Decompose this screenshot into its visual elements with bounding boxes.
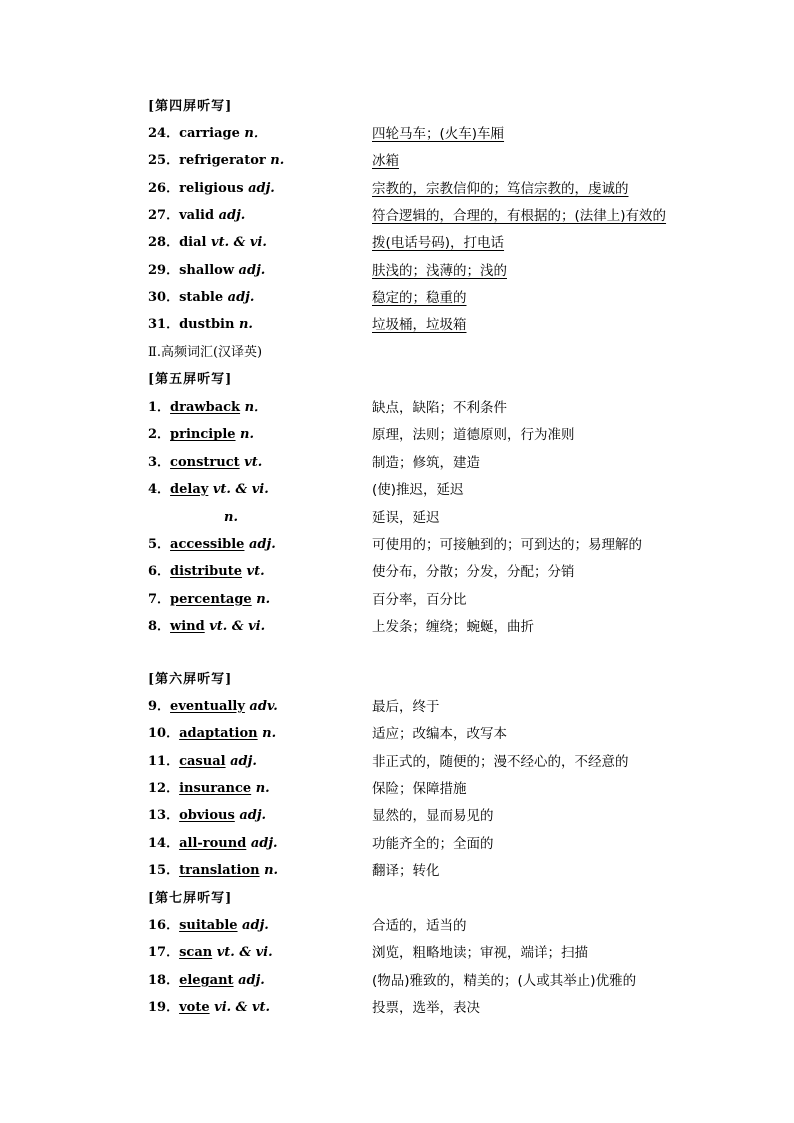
english-term: [148, 206, 245, 226]
part-of-speech: vt. & vi.: [212, 945, 273, 961]
english-term: [148, 834, 278, 854]
english-word: dial: [179, 235, 207, 251]
english-term: [148, 288, 254, 308]
entry-number: 9．: [148, 699, 171, 714]
chinese-meaning: (物品)雅致的，精美的；(人或其举止)优雅的: [372, 972, 637, 989]
english-word: carriage: [179, 126, 240, 141]
entry-number: 19．: [148, 999, 180, 1015]
entry-number: 12．: [148, 780, 180, 796]
entry-number: 11．: [148, 753, 180, 769]
chinese-meaning: 缺点，缺陷；不利条件: [372, 400, 507, 416]
chinese-meaning: 原理，法则；道德原则，行为准则: [372, 427, 575, 444]
part-of-speech: n.: [257, 726, 277, 742]
english-word: elegant: [179, 972, 234, 988]
english-word: translation: [179, 862, 260, 878]
section-title: [第四屏听写]: [148, 99, 233, 114]
english-term: [148, 590, 270, 610]
english-term: [148, 151, 284, 171]
section-title: [第七屏听写]: [148, 891, 233, 906]
vocab-entry: [0, 398, 794, 425]
part-of-speech: vt. & vi.: [208, 481, 269, 497]
english-term: [148, 617, 265, 637]
vocab-entry: [0, 261, 794, 288]
vocab-entry: [0, 617, 794, 644]
entry-number: 8．: [148, 618, 171, 634]
part-of-speech: vt.: [239, 454, 263, 470]
entry-number: 3．: [148, 454, 171, 470]
english-word: insurance: [179, 780, 252, 796]
english-term: [148, 916, 269, 936]
entry-number: 29．: [148, 262, 180, 278]
part-of-speech: n．: [240, 400, 268, 415]
chinese-meaning: 垃圾桶，垃圾箱: [372, 317, 467, 334]
chinese-meaning: 适应；改编本，改写本: [372, 726, 507, 743]
english-word: construct: [170, 454, 240, 470]
entry-number: 31．: [148, 317, 180, 333]
english-term: [148, 779, 270, 799]
part-heading: [0, 343, 794, 370]
part-of-speech: adj.: [244, 537, 276, 552]
chinese-meaning: 百分率，百分比: [372, 591, 467, 608]
entry-number: 28．: [148, 235, 180, 251]
vocab-entry: [0, 697, 794, 724]
entry-number: 2．: [148, 427, 171, 443]
english-word: casual: [179, 753, 226, 769]
english-word: all-round: [179, 835, 247, 851]
part-of-speech: adj.: [223, 289, 255, 305]
english-word: religious: [179, 180, 244, 196]
english-word: distribute: [170, 564, 243, 580]
chinese-meaning: 上发条；缠绕；蜿蜒，曲折: [372, 618, 534, 635]
chinese-meaning: 拨(电话号码)，打电话: [372, 235, 505, 252]
section-heading: [0, 889, 794, 916]
english-word: wind: [170, 618, 205, 634]
english-term: [148, 233, 267, 253]
entry-number: 4．: [148, 481, 171, 497]
english-word: stable: [179, 289, 224, 305]
chinese-meaning: 肤浅的；浅薄的；浅的: [372, 262, 507, 279]
english-term: [148, 315, 253, 335]
english-term: [148, 752, 257, 772]
vocab-entry: [0, 971, 794, 998]
part-title: Ⅱ.高频词汇(汉译英): [148, 345, 263, 360]
vocab-entry: [0, 453, 794, 480]
part-of-speech: n.: [251, 591, 271, 607]
chinese-meaning: 合适的，适当的: [372, 918, 467, 934]
chinese-meaning: 符合逻辑的，合理的，有根据的；(法律上)有效的: [372, 207, 667, 224]
english-word: obvious: [179, 808, 235, 824]
english-word: vote: [179, 999, 210, 1015]
english-word: refrigerator: [179, 153, 266, 169]
vocab-entry: [0, 233, 794, 260]
vocab-sub-entry: [0, 508, 794, 535]
part-of-speech: adj.: [243, 180, 275, 196]
entry-number: 30．: [148, 289, 180, 305]
english-word: shallow: [179, 262, 235, 278]
chinese-meaning: 可使用的；可接触到的；可到达的；易理解的: [372, 537, 642, 553]
entry-number: 13．: [148, 808, 180, 824]
part-of-speech: adj.: [246, 835, 278, 851]
chinese-meaning: 功能齐全的；全面的: [372, 835, 494, 852]
english-term: [148, 998, 270, 1018]
vocab-entry: [0, 998, 794, 1025]
vocab-entry: [0, 425, 794, 452]
vocab-entry: [0, 288, 794, 315]
english-term: [148, 724, 276, 744]
chinese-meaning: 四轮马车；(火车)车厢: [372, 126, 505, 142]
chinese-meaning: 延误，延迟: [372, 510, 440, 526]
part-of-speech: n.: [234, 317, 253, 333]
english-word: dustbin: [179, 317, 235, 333]
entry-number: 16．: [148, 918, 180, 933]
chinese-meaning: 非正式的，随便的；漫不经心的，不经意的: [372, 753, 629, 770]
entry-number: 5．: [148, 537, 171, 552]
section-title: [第六屏听写]: [148, 672, 233, 687]
part-of-speech: vt. & vi.: [206, 235, 267, 251]
part-of-speech: adj.: [225, 753, 257, 769]
section-heading: [0, 370, 794, 397]
entry-number: 17．: [148, 945, 180, 961]
part-of-speech: adj.: [237, 918, 269, 933]
part-of-speech: adj.: [234, 808, 267, 824]
english-term: [148, 398, 267, 418]
part-of-speech: vi. & vt.: [209, 999, 271, 1015]
entry-number: 10．: [148, 726, 180, 742]
vocab-entry: [0, 916, 794, 943]
english-term: [148, 943, 273, 963]
vocab-entry: [0, 779, 794, 806]
vocab-entry: [0, 752, 794, 779]
entry-number: 7．: [148, 591, 171, 607]
entry-number: 1．: [148, 400, 171, 415]
vocab-entry: [0, 480, 794, 507]
chinese-meaning: 冰箱: [372, 153, 399, 170]
english-word: scan: [179, 945, 213, 961]
entry-number: 18．: [148, 972, 180, 988]
part-of-speech: n.: [235, 427, 255, 443]
vocab-entry: [0, 124, 794, 151]
chinese-meaning: (使)推迟，延迟: [372, 481, 464, 498]
entry-number: 25．: [148, 153, 180, 169]
english-term: [148, 697, 278, 717]
english-term: [148, 535, 276, 555]
part-of-speech: vt.: [242, 564, 265, 580]
vocab-entry: [0, 861, 794, 888]
chinese-meaning: 使分布，分散；分发，分配；分销: [372, 564, 575, 581]
english-word: drawback: [170, 400, 241, 415]
chinese-meaning: 保险；保障措施: [372, 780, 467, 797]
section-title: [第五屏听写]: [148, 372, 233, 387]
chinese-meaning: 翻译；转化: [372, 862, 440, 879]
english-word: accessible: [170, 537, 245, 552]
vocab-entry: [0, 590, 794, 617]
vocab-entry: [0, 151, 794, 178]
part-of-speech: vt. & vi.: [204, 618, 266, 634]
entry-number: 27．: [148, 207, 180, 223]
part-of-speech: n.: [224, 510, 238, 525]
chinese-meaning: 最后，终于: [372, 699, 440, 715]
vocab-entry: [0, 943, 794, 970]
part-of-speech: adv.: [244, 699, 278, 714]
section-heading: [0, 670, 794, 697]
english-word: valid: [179, 207, 215, 223]
vocab-entry: [0, 179, 794, 206]
english-word: suitable: [179, 918, 238, 933]
chinese-meaning: 稳定的；稳重的: [372, 289, 467, 306]
vocab-entry: [0, 535, 794, 562]
english-term: [148, 806, 266, 826]
english-word: percentage: [170, 591, 252, 607]
english-term: [148, 562, 265, 582]
vocab-entry: [0, 562, 794, 589]
english-term: [148, 261, 265, 281]
english-term: [148, 425, 254, 445]
part-of-speech: n．: [239, 126, 267, 141]
part-of-speech: n.: [251, 780, 270, 796]
chinese-meaning: 投票，选举，表决: [372, 999, 480, 1016]
english-term: [148, 124, 267, 144]
english-term: [148, 861, 278, 881]
english-term: [148, 179, 275, 199]
entry-number: 15．: [148, 862, 180, 878]
part-of-speech: n.: [265, 153, 285, 169]
english-word: delay: [170, 481, 209, 497]
english-term: [148, 480, 269, 500]
entry-number: 14．: [148, 835, 180, 851]
part-of-speech: n.: [259, 862, 279, 878]
part-of-speech: adj.: [234, 262, 266, 278]
vocab-entry: [0, 834, 794, 861]
vocab-entry: [0, 724, 794, 751]
part-of-speech: adj.: [214, 207, 246, 223]
section-heading: [0, 97, 794, 124]
english-word: principle: [170, 427, 236, 443]
chinese-meaning: 浏览，粗略地读；审视，端详；扫描: [372, 945, 588, 962]
vocab-entry: [0, 315, 794, 342]
entry-number: 24．: [148, 126, 180, 141]
entry-number: 26．: [148, 180, 180, 196]
chinese-meaning: 宗教的，宗教信仰的；笃信宗教的，虔诚的: [372, 180, 629, 197]
english-word: adaptation: [179, 726, 258, 742]
vocab-entry: [0, 206, 794, 233]
vocab-entry: [0, 806, 794, 833]
english-term: [148, 971, 265, 991]
entry-number: 6．: [148, 564, 171, 580]
english-word: eventually: [170, 699, 245, 714]
chinese-meaning: 制造；修筑，建造: [372, 454, 480, 471]
part-of-speech: adj.: [233, 972, 265, 988]
chinese-meaning: 显然的，显而易见的: [372, 808, 494, 825]
english-term: [148, 453, 262, 473]
